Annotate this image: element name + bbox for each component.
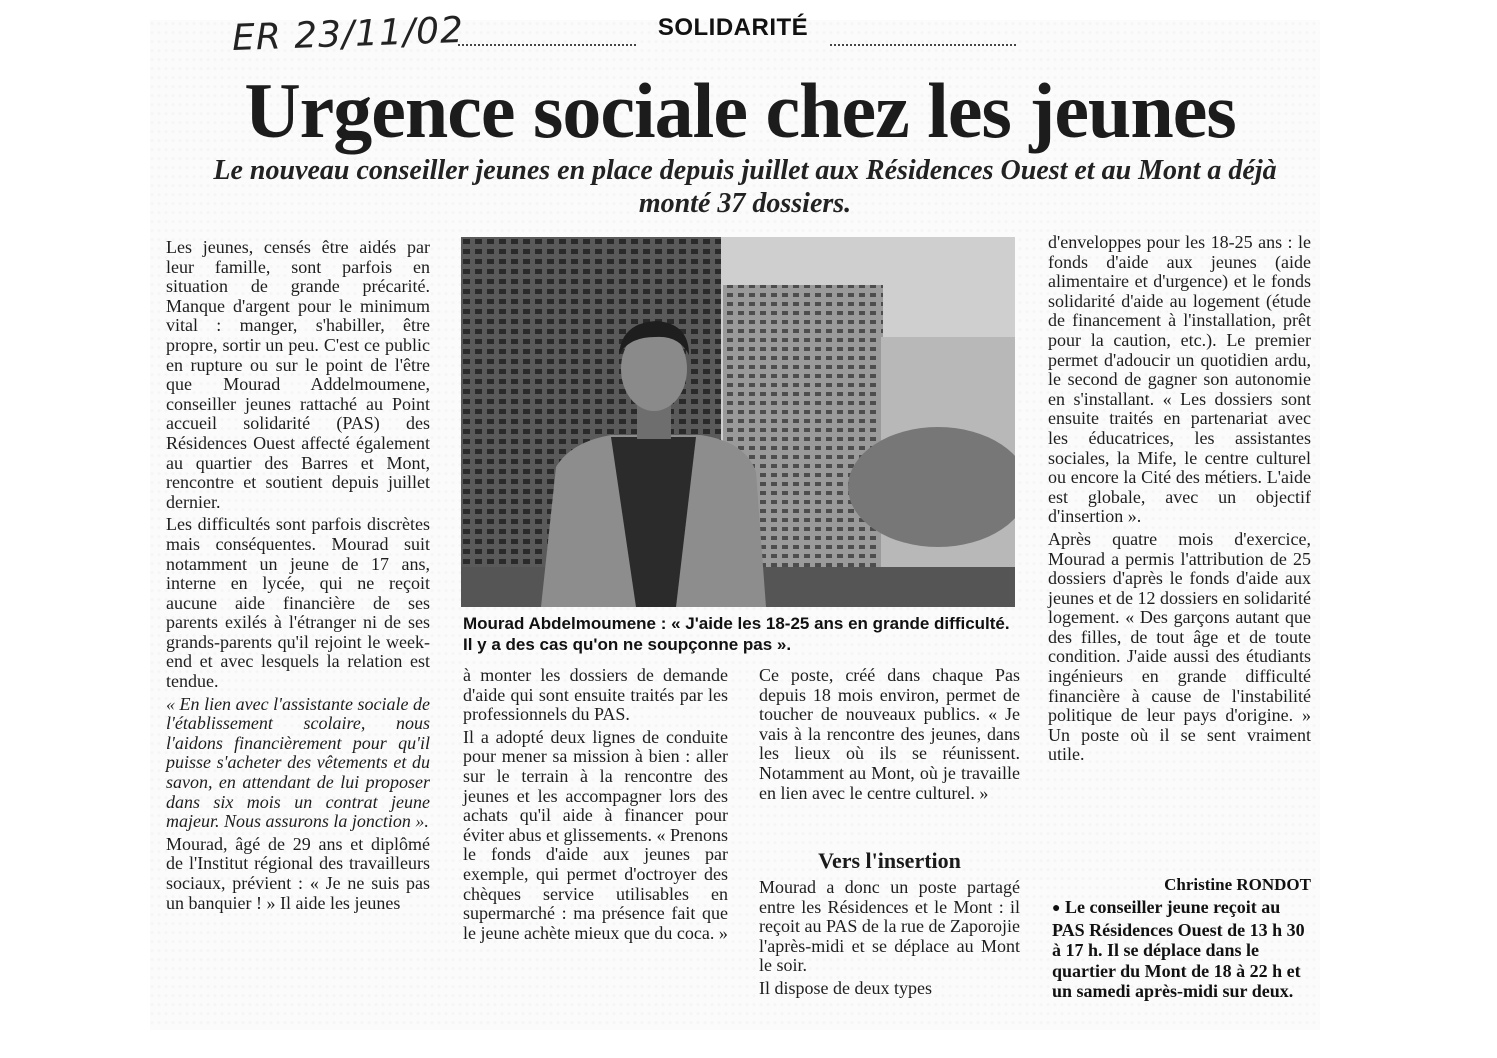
article-headline: Urgence sociale chez les jeunes — [244, 67, 1236, 154]
paragraph: Les jeunes, censés être aidés par leur famille, sont parfois en situation de grande précarité. Manque d'argent pour le minimum vital : manger, s'habiller, être propre, sortir un peu. C'est ce public en rupture ou sur le point de l'être que Mourad Addelmoumene, conseiller jeunes rattaché au Point accueil solidarité (PAS) des Résidences Ouest affecté également au quartier des Barres et Mont, rencontre et soutient depuis juillet dernier. — [166, 237, 430, 512]
author-signature: Christine RONDOT — [1164, 875, 1311, 894]
section-rubric: SOLIDARITÉ — [657, 14, 809, 41]
article-column-4 — [1048, 233, 1311, 765]
paragraph: Après quatre mois d'exercice, Mourad a permis l'attribution de 25 dossiers d'après le fonds d'aide aux jeunes et de 12 dossiers en solidarité logement. « Des garçons autant que des filles, de tout âge et de toute condition. J'aide aussi des étudiants ingénieurs en grande difficulté financière à cause de l'instabilité politique de leur pays d'origine. » Un poste où il se sent vraiment utile. — [1048, 528, 1311, 765]
paragraph-quote — [166, 695, 430, 832]
bullet-icon: ● — [1052, 901, 1061, 916]
article-column-2 — [463, 666, 728, 943]
paragraph: Ce poste, créé dans chaque Pas depuis 18 mois environ, permet de toucher de nouveaux publics. « Je vais à la rencontre des jeunes, dans les lieux où ils se réunissent. Notamment au Mont, où je travaille en lien avec le centre culturel. » — [759, 665, 1020, 803]
photo-caption: Mourad Abdelmoumene : « J'aide les 18-25 ans en grande difficulté. Il y a des cas qu'on ne soupçonne pas ». — [463, 614, 1010, 654]
paragraph: Il dispose de deux types — [759, 977, 932, 998]
paragraph: à monter les dossiers de demande d'aide qui sont ensuite traités par les professionnels du PAS. — [463, 665, 728, 725]
rubric-rule-left — [458, 44, 636, 46]
article-subheadline: Le nouveau conseiller jeunes en place depuis juillet aux Résidences Ouest et au Mont a déjà monté 37 dossiers. — [213, 155, 1277, 219]
rubric-rule-right — [830, 44, 1016, 46]
article-column-3 — [759, 666, 1020, 803]
paragraph: Mourad, âgé de 29 ans et diplômé de l'Institut régional des travailleurs sociaux, prévient : « Je ne suis pas un banquier ! » Il aide les jeunes — [166, 833, 430, 913]
quote-text: « En lien avec l'assistante sociale de l'établissement scolaire, nous l'aidons financièrement pour qu'il puisse s'acheter des vêtements et du savon, en attendant de lui proposer dans six mois un contrat jeune majeur. Nous assurons la jonction ». — [166, 693, 430, 832]
paragraph: Il a adopté deux lignes de conduite pour mener sa mission à bien : aller sur le terrain à la rencontre des jeunes et les accompagner lors des achats qu'il aide à financer pour éviter abus et glissements. « Prenons le fonds d'aide aux jeunes par exemple, qui permet d'octroyer des chèques service utilisables en supermarché : ma présence fait que le jeune achète mieux que du coca. » — [463, 726, 728, 943]
paragraph: Mourad a donc un poste partagé entre les Résidences et le Mont : il reçoit au PAS de la rue de Zaporojie l'après-midi et se déplace au Mont le soir. — [759, 877, 1020, 976]
article-column-3-continued — [759, 878, 1020, 999]
article-column-1 — [166, 238, 430, 913]
paragraph: Les difficultés sont parfois discrètes mais conséquentes. Mourad suit notamment un jeune de 17 ans, interne en lycée, qui ne reçoit aucune aide financière de ses parents exilés à l'étranger ni de ses grands-parents qu'il rejoint le week-end et avec lesquels la relation est tendue. — [166, 514, 430, 692]
handwritten-annotation: ER 23/11/02 — [231, 9, 465, 60]
practical-info-text: Le conseiller jeune reçoit au PAS Résidences Ouest de 13 h 30 à 17 h. Il se déplace dans le quartier du Mont de 18 à 22 h et un samedi après-midi sur deux. — [1052, 897, 1305, 1001]
practical-info-box — [1052, 897, 1314, 1002]
photo-scene — [461, 237, 1015, 607]
article-photo — [461, 237, 1015, 607]
paragraph: d'enveloppes pour les 18-25 ans : le fonds d'aide aux jeunes (aide alimentaire et d'urgence) et le fonds solidarité d'aide au logement (étude de financement à l'installation, prêt pour la caution, etc.). Le premier permet d'adoucir un quotidien ardu, le second de gagner son autonomie en s'installant. « Les dossiers sont ensuite traités en partenariat avec les éducatrices, les assistantes sociales, la Mife, le centre culturel ou encore la Cité des métiers. L'aide est globale, avec un objectif d'insertion ». — [1048, 232, 1311, 527]
section-subtitle: Vers l'insertion — [818, 848, 961, 873]
